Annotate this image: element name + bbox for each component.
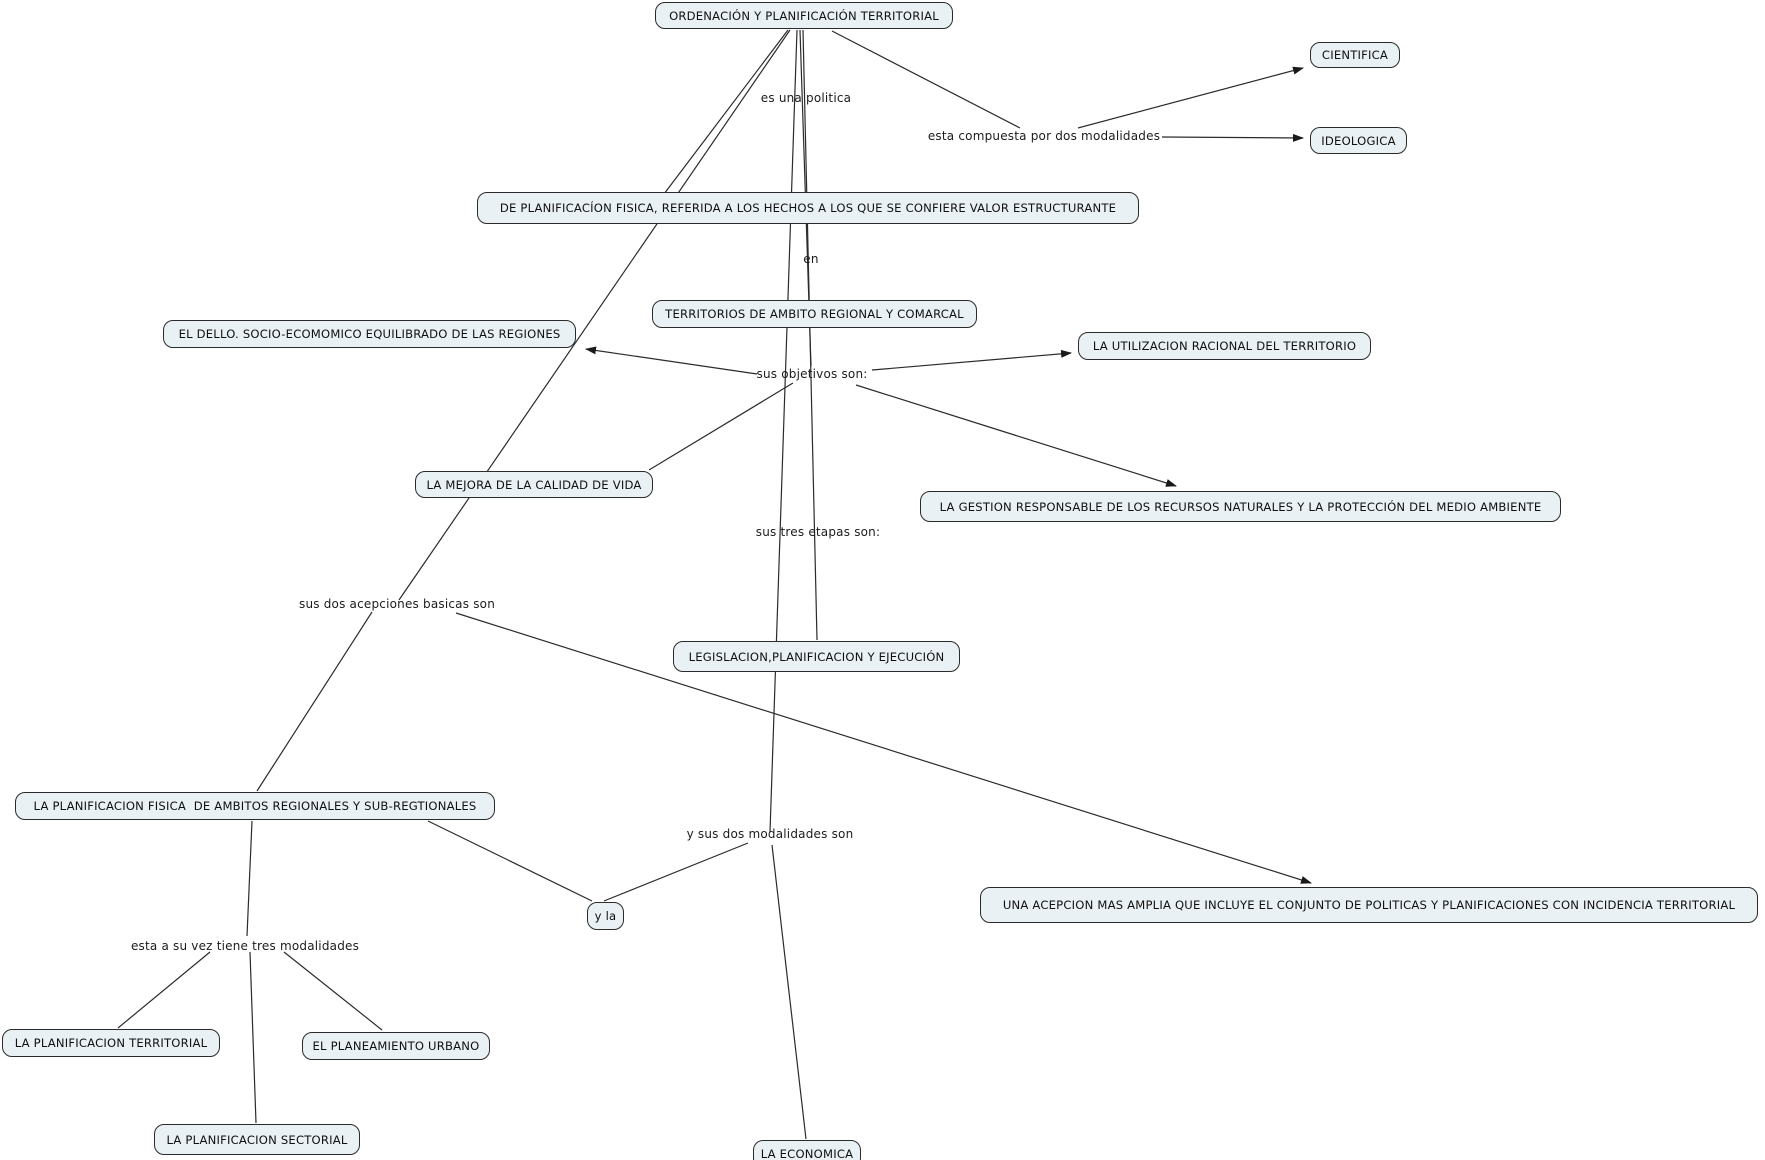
edge-line-19 [250, 952, 256, 1123]
concept-node-main[interactable]: ORDENACIÓN Y PLANIFICACIÓN TERRITORIAL [655, 2, 953, 29]
concept-node-mejora[interactable]: LA MEJORA DE LA CALIDAD DE VIDA [415, 471, 653, 498]
concept-node-legislacion[interactable]: LEGISLACION,PLANIFICACION Y EJECUCIÓN [673, 641, 960, 672]
concept-node-planeamiento-urbano[interactable]: EL PLANEAMIENTO URBANO [302, 1032, 490, 1060]
edge-line-7 [1162, 137, 1303, 138]
concept-node-gestion[interactable]: LA GESTION RESPONSABLE DE LOS RECURSOS NATURALES Y LA PROTECCIÓN DEL MEDIO AMBIENTE [920, 491, 1561, 522]
edge-line-10 [649, 383, 793, 470]
link-label-compuesta[interactable]: esta compuesta por dos modalidades [927, 129, 1161, 143]
concept-node-plan-territorial[interactable]: LA PLANIFICACION TERRITORIAL [2, 1029, 220, 1057]
concept-node-utilizacion[interactable]: LA UTILIZACION RACIONAL DEL TERRITORIO [1078, 332, 1371, 360]
edge-line-6 [1078, 68, 1303, 128]
concept-node-desarrollo[interactable]: EL DELLO. SOCIO-ECOMOMICO EQUILIBRADO DE LAS REGIONES [163, 320, 576, 348]
concept-node-planificacion-fisica[interactable]: DE PLANIFICACÍON FISICA, REFERIDA A LOS HECHOS A LOS QUE SE CONFIERE VALOR ESTRUCTURANTE [477, 192, 1139, 224]
edge-line-8 [586, 349, 757, 374]
edge-line-16 [604, 843, 748, 901]
edge-line-18 [118, 952, 210, 1028]
edge-line-20 [284, 952, 382, 1030]
edge-line-3 [803, 30, 817, 640]
edge-line-9 [872, 353, 1071, 370]
concept-node-ideologica[interactable]: IDEOLOGICA [1310, 127, 1407, 154]
edge-line-12 [257, 612, 372, 791]
edge-line-1 [770, 30, 797, 832]
link-label-dos-modalidades[interactable]: y sus dos modalidades son [686, 827, 854, 841]
concept-node-plan-sectorial[interactable]: LA PLANIFICACION SECTORIAL [154, 1124, 360, 1155]
edge-line-11 [856, 385, 1176, 486]
link-label-en[interactable]: en [803, 252, 819, 266]
concept-node-y-la[interactable]: y la [587, 902, 624, 930]
edge-line-0 [664, 30, 788, 194]
link-label-etapas[interactable]: sus tres etapas son: [755, 525, 881, 539]
link-label-acepciones[interactable]: sus dos acepciones basicas son [298, 597, 496, 611]
link-label-es-una-politica[interactable]: es una politica [760, 91, 852, 105]
concept-node-territorios[interactable]: TERRITORIOS DE AMBITO REGIONAL Y COMARCAL [652, 300, 977, 328]
edge-line-5 [832, 31, 1020, 128]
concept-node-acepcion-amplia[interactable]: UNA ACEPCION MAS AMPLIA QUE INCLUYE EL CONJUNTO DE POLITICAS Y PLANIFICACIONES CON INCIDENCIA TERRITORIAL [980, 887, 1758, 923]
link-label-objetivos[interactable]: sus objetivos son: [756, 367, 868, 381]
link-label-tres-modalidades[interactable]: esta a su vez tiene tres modalidades [130, 939, 360, 953]
concept-node-economica[interactable]: LA ECONOMICA [753, 1140, 861, 1160]
edge-line-15 [428, 821, 592, 901]
edge-line-14 [247, 821, 252, 936]
concept-node-planificacion-ambitos[interactable]: LA PLANIFICACION FISICA DE AMBITOS REGIONALES Y SUB-REGTIONALES [15, 792, 495, 820]
concept-node-cientifica[interactable]: CIENTIFICA [1310, 42, 1400, 68]
edge-line-17 [772, 845, 806, 1139]
